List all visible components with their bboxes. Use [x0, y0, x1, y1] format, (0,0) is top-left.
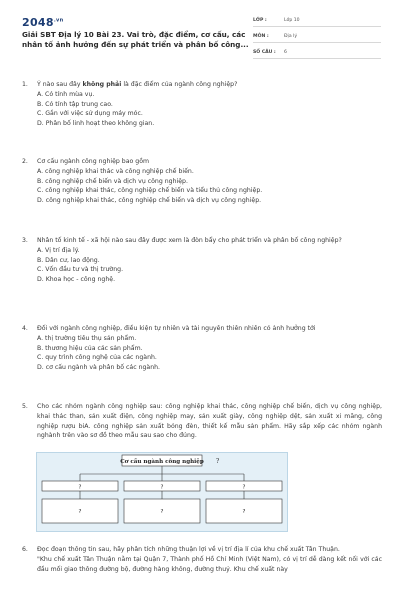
answer-option[interactable]: C. Gắn với việc sử dụng máy móc.	[37, 110, 143, 118]
meta-row-subject	[253, 30, 381, 43]
answer-option[interactable]: B. Dân cư, lao động.	[37, 256, 100, 264]
logo-suffix: .vn	[53, 17, 64, 24]
stem-emphasis: không phải	[82, 81, 122, 88]
question-number: 1.	[22, 81, 28, 88]
meta-row-count	[253, 46, 381, 59]
diagram-root-label: Cơ cấu ngành công nghiệp	[120, 458, 204, 465]
meta-row-class	[253, 14, 381, 27]
stem-part: là đặc điểm của ngành công nghiệp?	[121, 81, 238, 88]
document-title: Giải SBT Địa lý 10 Bài 23. Vai trò, đặc điểm, cơ cấu, các nhân tố ảnh hưởng đến sự phát triển và phân bố công...	[22, 30, 249, 49]
question-number: 5.	[22, 403, 28, 410]
answer-option[interactable]: A. Có tính mùa vụ.	[37, 90, 95, 98]
question-4	[22, 324, 382, 373]
diagram-placeholder: ?	[78, 484, 82, 491]
question-number: 2.	[22, 158, 28, 165]
answer-option[interactable]: D. Khoa học - công nghệ.	[37, 276, 116, 284]
answer-option[interactable]: D. cơ cấu ngành và phân bố các ngành.	[37, 364, 161, 372]
bottom-fade	[0, 588, 400, 600]
answer-option[interactable]: A. thị trường tiêu thụ sản phẩm.	[37, 334, 137, 342]
diagram-placeholder: ?	[78, 509, 82, 515]
meta-key: LỚP :	[253, 17, 267, 23]
question-number: 4.	[22, 325, 28, 332]
question-quote: "Khu chế xuất Tân Thuận nằm tại Quận 7, Thành phố Hồ Chí Minh (Việt Nam), có vị trí dễ dàng kết nối với các đầu mối giao thông đường bộ, đường hàng không, đường thuỷ. Khu chế xuất này	[37, 555, 382, 573]
answer-option[interactable]: C. quy trình công nghệ của các ngành.	[37, 354, 157, 362]
page-header	[0, 0, 400, 66]
answer-option[interactable]: C. Vốn đầu tư và thị trường.	[37, 266, 124, 274]
answer-option[interactable]: B. công nghiệp chế biến và dịch vụ công nghiệp.	[37, 177, 188, 185]
stem-part: Ý nào sau đây	[37, 81, 83, 88]
answer-option[interactable]: A. công nghiệp khai thác và công nghiệp chế biến.	[37, 167, 194, 175]
meta-value: Lớp 10	[284, 17, 300, 23]
meta-value: Địa lý	[284, 33, 298, 39]
question-5	[22, 402, 382, 441]
question-stem: Đối với ngành công nghiệp, điều kiện tự nhiên và tài nguyên thiên nhiên có ảnh hưởng tới	[37, 325, 316, 332]
answer-option[interactable]: C. công nghiệp khai thác, công nghiệp chế biến và tiểu thủ công nghiệp.	[37, 187, 263, 195]
answer-option[interactable]: B. Có tính tập trung cao.	[37, 100, 113, 108]
diagram-placeholder: ?	[216, 458, 220, 465]
question-stem: Đọc đoạn thông tin sau, hãy phân tích những thuận lợi về vị trí địa lí của khu chế xuất Tân Thuận.	[37, 546, 340, 553]
meta-key: SỐ CÂU :	[253, 49, 276, 55]
diagram-placeholder: ?	[242, 509, 246, 515]
answer-option[interactable]: D. công nghiệp khai thác, công nghiệp chế biến và dịch vụ công nghiệp.	[37, 197, 262, 205]
meta-value: 6	[284, 49, 287, 55]
meta-panel	[253, 14, 381, 59]
question-stem: Nhân tố kinh tế - xã hội nào sau đây được xem là đòn bẩy cho phát triển và phân bố công nghiệp?	[37, 237, 342, 244]
question-number: 6.	[22, 546, 28, 553]
logo-text: 2048	[22, 16, 54, 29]
diagram-placeholder: ?	[160, 509, 164, 515]
question-number: 3.	[22, 237, 28, 244]
question-stem: Cho các nhóm ngành công nghiệp sau: công nghiệp khai thác, công nghiệp chế biến, dịch vụ công nghiệp, khai thác than, sản xuất điện, công nghiệp may, sản xuất giày, công nghiệp dệt, sản xuất xi măng, công nghiệp rượu biA. công nghiệp sản xuất bóng đèn, thiết kế mẫu sản phẩm. Hãy sắp xếp các nhóm ngành nghành trên vào sơ đồ theo mẫu sau sao cho đúng.	[37, 403, 382, 440]
question-stem: Cơ cấu ngành công nghiệp bao gồm	[37, 158, 150, 165]
site-logo[interactable]	[22, 16, 63, 29]
answer-option[interactable]: D. Phân bố linh hoạt theo không gian.	[37, 120, 155, 128]
question-stem	[37, 80, 382, 90]
meta-key: MÔN :	[253, 33, 269, 39]
question-6	[22, 545, 382, 574]
question-1	[22, 80, 382, 129]
diagram-placeholder: ?	[242, 484, 246, 491]
question-2	[22, 157, 382, 206]
answer-option[interactable]: A. Vị trí địa lý.	[37, 246, 80, 254]
question-3	[22, 236, 382, 285]
diagram-svg	[36, 452, 288, 532]
diagram-placeholder: ?	[160, 484, 164, 491]
structure-diagram	[36, 452, 288, 532]
answer-option[interactable]: B. thương hiệu của các sản phẩm.	[37, 344, 143, 352]
